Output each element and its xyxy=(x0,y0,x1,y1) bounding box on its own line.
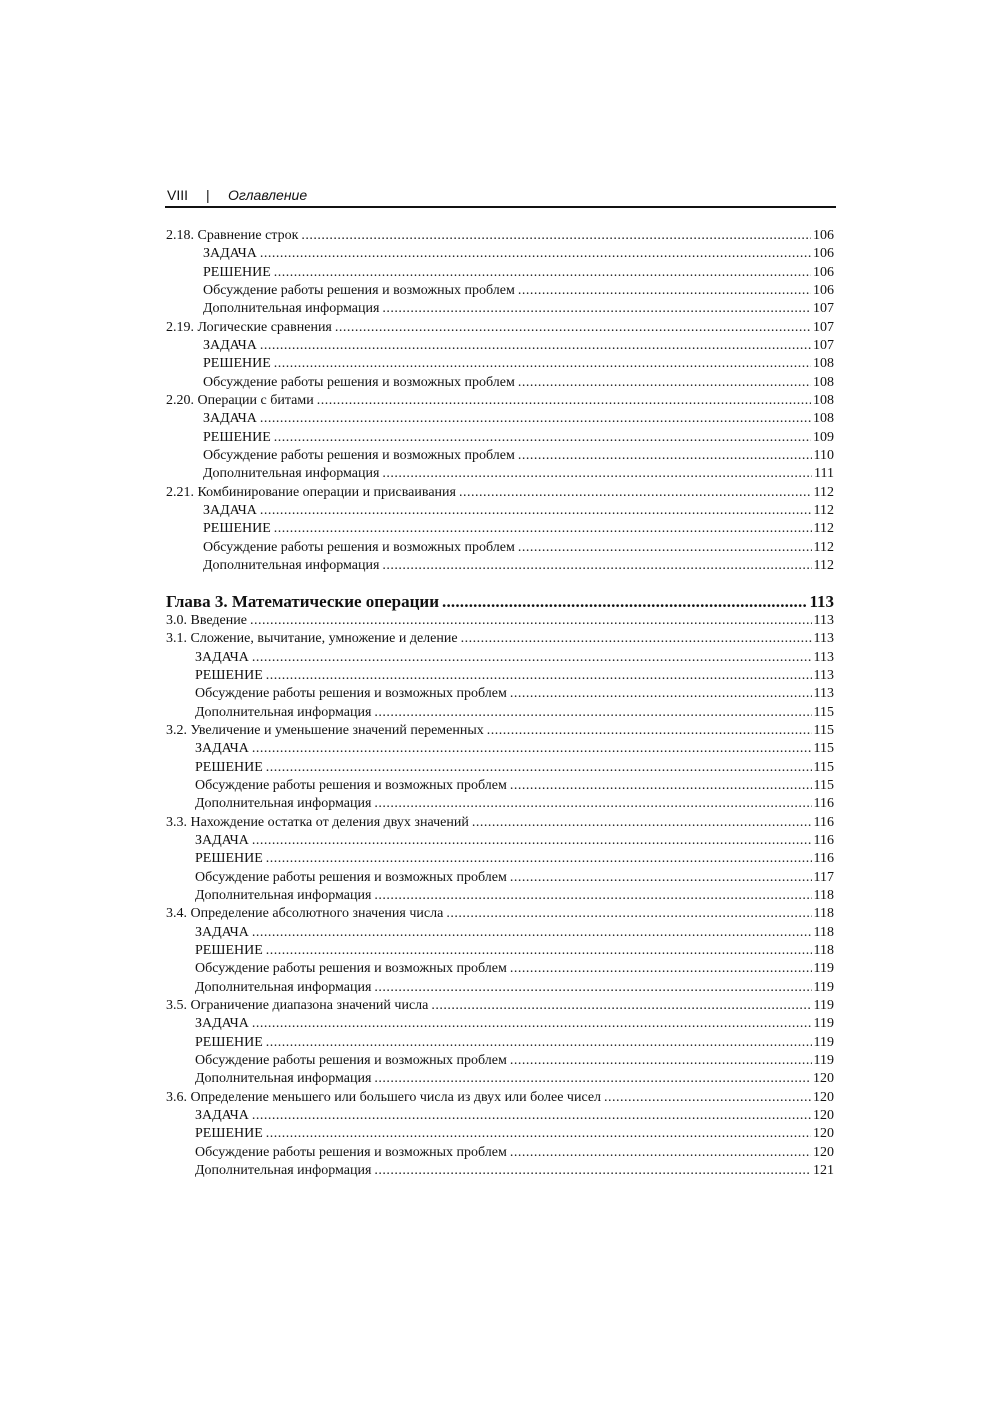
toc-entry-page: 109 xyxy=(813,429,834,445)
toc-entry xyxy=(166,924,834,942)
toc-entry xyxy=(166,869,834,887)
dot-leader xyxy=(301,227,811,245)
dot-leader xyxy=(266,759,812,777)
toc-entry-title: 3.1. Сложение, вычитание, умножение и деление xyxy=(166,631,458,647)
dot-leader xyxy=(510,1052,812,1070)
toc-entry-title: Обсуждение работы решения и возможных проблем xyxy=(195,961,507,977)
dot-leader xyxy=(252,832,812,850)
toc-entry xyxy=(166,410,834,428)
toc-entry-page: 107 xyxy=(813,337,834,353)
toc-entry-page: 106 xyxy=(813,246,834,262)
toc-entry xyxy=(166,1052,834,1070)
toc-entry-page: 107 xyxy=(813,319,834,335)
toc-entry-page: 121 xyxy=(813,1162,834,1178)
toc-entry xyxy=(166,759,834,777)
dot-leader xyxy=(446,905,811,923)
dot-leader xyxy=(274,429,811,447)
toc-entry xyxy=(166,484,834,502)
toc-entry xyxy=(166,997,834,1015)
toc-entry-title: 2.21. Комбинирование операции и присваивания xyxy=(166,484,456,500)
toc-entry-page: 108 xyxy=(813,374,834,390)
toc-entry xyxy=(166,704,834,722)
toc-entry-page: 119 xyxy=(813,1052,834,1068)
toc-entry-page: 115 xyxy=(813,704,834,720)
toc-entry xyxy=(166,319,834,337)
toc-entry xyxy=(166,227,834,245)
toc-entry-page: 106 xyxy=(813,264,834,280)
toc-entry-page: 118 xyxy=(813,887,834,903)
toc-entry-page: 108 xyxy=(813,356,834,372)
toc-entry-title: ЗАДАЧА xyxy=(203,337,257,353)
toc-entry xyxy=(166,355,834,373)
toc-entry xyxy=(166,612,834,630)
toc-entry-page: 118 xyxy=(813,924,834,940)
toc-entry-page: 108 xyxy=(813,392,834,408)
toc-entry-title: 2.19. Логические сравнения xyxy=(166,319,332,335)
dot-leader xyxy=(374,1162,811,1180)
toc-entry-title: Дополнительная информация xyxy=(203,466,380,482)
toc-entry xyxy=(166,1034,834,1052)
toc-entry-page: 119 xyxy=(813,1034,834,1050)
toc-entry xyxy=(166,905,834,923)
dot-leader xyxy=(260,410,811,428)
toc-entry-title: ЗАДАЧА xyxy=(195,1107,249,1123)
header-title: Оглавление xyxy=(228,187,308,203)
toc-entry-title: Обсуждение работы решения и возможных проблем xyxy=(195,686,507,702)
toc-entry xyxy=(166,942,834,960)
toc-entry-page: 112 xyxy=(813,521,834,537)
toc-entry xyxy=(166,887,834,905)
dot-leader xyxy=(274,520,812,538)
toc-entry-page: 113 xyxy=(813,613,834,628)
toc-entry-title: 3.2. Увеличение и уменьшение значений переменных xyxy=(166,722,484,738)
toc-entry-page: 118 xyxy=(813,942,834,958)
dot-leader xyxy=(252,649,812,667)
toc-entry-title: Обсуждение работы решения и возможных проблем xyxy=(203,374,515,390)
dot-leader xyxy=(431,997,811,1015)
toc-entry-title: Дополнительная информация xyxy=(195,796,372,812)
dot-leader xyxy=(266,850,812,868)
toc-entry-page: 106 xyxy=(813,228,834,243)
toc-entry-page: 111 xyxy=(814,466,834,482)
toc-entry-title: Глава 3. Математические операции xyxy=(166,592,439,611)
toc-entry-title: 3.4. Определение абсолютного значения числа xyxy=(166,906,444,922)
dot-leader xyxy=(266,942,812,960)
dot-leader xyxy=(252,1015,812,1033)
toc-entry xyxy=(166,832,834,850)
toc-entry xyxy=(166,502,834,520)
toc-entry-title: Дополнительная информация xyxy=(195,1071,372,1087)
dot-leader xyxy=(250,612,812,630)
toc-entry-title: ЗАДАЧА xyxy=(203,246,257,262)
dot-leader xyxy=(510,869,812,887)
dot-leader xyxy=(252,740,812,758)
toc-entry-title: Обсуждение работы решения и возможных проблем xyxy=(203,447,515,463)
toc-entry-page: 116 xyxy=(813,832,834,848)
dot-leader xyxy=(459,484,812,502)
toc-entry-title: РЕШЕНИЕ xyxy=(195,759,263,775)
dot-leader xyxy=(260,245,811,263)
toc-entry xyxy=(166,1070,834,1088)
toc-entry-title: 3.0. Введение xyxy=(166,613,247,628)
toc-entry-page: 120 xyxy=(813,1089,834,1105)
toc-entry-page: 108 xyxy=(813,411,834,427)
toc-entry-title: Дополнительная информация xyxy=(203,301,380,317)
dot-leader xyxy=(518,447,812,465)
toc-entry-title: Обсуждение работы решения и возможных проблем xyxy=(195,777,507,793)
toc-entry xyxy=(166,374,834,392)
toc-entry-page: 112 xyxy=(813,502,834,518)
toc-entry xyxy=(166,1015,834,1033)
toc-entry xyxy=(166,814,834,832)
toc-entry xyxy=(166,1125,834,1143)
toc-entry-page: 115 xyxy=(813,741,834,757)
header-page-number: VIII xyxy=(167,187,189,203)
dot-leader xyxy=(266,1125,811,1143)
toc-chapter-heading xyxy=(166,592,834,612)
toc-entry xyxy=(166,979,834,997)
toc-entry-title: Обсуждение работы решения и возможных проблем xyxy=(203,539,515,555)
toc-entry-title: Обсуждение работы решения и возможных проблем xyxy=(195,1052,507,1068)
dot-leader xyxy=(518,539,812,557)
toc-entry-title: 2.20. Операции с битами xyxy=(166,392,314,408)
dot-leader xyxy=(510,1144,811,1162)
dot-leader xyxy=(317,392,811,410)
toc-entry-page: 120 xyxy=(813,1126,834,1142)
toc-entry-page: 112 xyxy=(813,539,834,555)
toc-entry xyxy=(166,649,834,667)
toc-entry xyxy=(166,667,834,685)
dot-leader xyxy=(374,1070,811,1088)
toc-entry-title: Дополнительная информация xyxy=(195,1162,372,1178)
toc-entry xyxy=(166,850,834,868)
toc-entry-page: 119 xyxy=(813,1016,834,1032)
toc-entry xyxy=(166,465,834,483)
toc-entry xyxy=(166,1162,834,1180)
toc-entry-page: 119 xyxy=(813,979,834,995)
toc-entry-page: 113 xyxy=(813,667,834,683)
toc-entry xyxy=(166,245,834,263)
dot-leader xyxy=(604,1089,811,1107)
toc-entry-title: РЕШЕНИЕ xyxy=(195,667,263,683)
toc-entry-page: 113 xyxy=(813,686,834,702)
dot-leader xyxy=(382,300,811,318)
dot-leader xyxy=(252,924,812,942)
dot-leader xyxy=(274,355,811,373)
toc-entry-page: 119 xyxy=(813,997,834,1013)
toc-entry-page: 118 xyxy=(813,906,834,922)
toc-entry xyxy=(166,630,834,648)
dot-leader xyxy=(472,814,812,832)
toc-entry xyxy=(166,264,834,282)
dot-leader xyxy=(461,630,812,648)
toc-entry xyxy=(166,795,834,813)
toc-entry xyxy=(166,685,834,703)
toc-entry xyxy=(166,337,834,355)
toc-entry-page: 115 xyxy=(813,759,834,775)
toc-entry-title: ЗАДАЧА xyxy=(195,1016,249,1032)
dot-leader xyxy=(266,667,812,685)
toc-entry-page: 120 xyxy=(813,1071,834,1087)
dot-leader xyxy=(374,795,811,813)
dot-leader xyxy=(510,777,812,795)
toc-entry-title: Обсуждение работы решения и возможных проблем xyxy=(203,282,515,298)
dot-leader xyxy=(382,557,811,575)
toc-entry-title: РЕШЕНИЕ xyxy=(195,942,263,958)
dot-leader xyxy=(518,282,811,300)
toc-entry-page: 110 xyxy=(813,447,834,463)
toc-entry-title: ЗАДАЧА xyxy=(195,649,249,665)
toc-entry-title: 3.5. Ограничение диапазона значений числа xyxy=(166,997,429,1013)
toc-entry-title: ЗАДАЧА xyxy=(195,832,249,848)
toc-entry xyxy=(166,392,834,410)
toc-entry-page: 115 xyxy=(813,722,834,738)
running-header xyxy=(165,187,835,207)
toc-entry-title: Обсуждение работы решения и возможных проблем xyxy=(195,869,507,885)
dot-leader xyxy=(335,319,811,337)
toc-entry-title: ЗАДАЧА xyxy=(195,741,249,757)
dot-leader xyxy=(260,337,811,355)
toc-entry xyxy=(166,777,834,795)
toc-entry xyxy=(166,300,834,318)
toc-entry xyxy=(166,740,834,758)
dot-leader xyxy=(374,979,811,997)
toc-entry-page: 120 xyxy=(813,1144,834,1160)
header-rule xyxy=(165,206,836,208)
toc-entry-title: ЗАДАЧА xyxy=(203,411,257,427)
dot-leader xyxy=(252,1107,811,1125)
toc-entry-title: Дополнительная информация xyxy=(195,979,372,995)
toc-entry-page: 113 xyxy=(813,631,834,647)
toc-entry-page: 117 xyxy=(813,869,834,885)
toc-entry-title: Дополнительная информация xyxy=(203,557,380,573)
toc-entry-title: РЕШЕНИЕ xyxy=(195,1034,263,1050)
toc-entry-page: 116 xyxy=(813,814,834,830)
toc-entry-title: РЕШЕНИЕ xyxy=(203,429,271,445)
toc-section-chapter-2 xyxy=(166,227,834,575)
toc-entry-title: РЕШЕНИЕ xyxy=(195,851,263,867)
header-separator: | xyxy=(206,187,210,203)
toc-entry xyxy=(166,960,834,978)
toc-entry-page: 120 xyxy=(813,1107,834,1123)
toc-entry-title: РЕШЕНИЕ xyxy=(203,521,271,537)
toc-entry-title: ЗАДАЧА xyxy=(195,924,249,940)
toc-entry-page: 116 xyxy=(813,796,834,812)
toc-entry-title: 3.6. Определение меньшего или большего числа из двух или более чисел xyxy=(166,1089,602,1105)
toc-entry-title: ЗАДАЧА xyxy=(203,502,257,518)
toc-entry-page: 116 xyxy=(813,851,834,867)
toc-entry xyxy=(166,520,834,538)
toc-entry xyxy=(166,1089,834,1107)
toc-entry-page: 112 xyxy=(813,557,834,573)
dot-leader xyxy=(374,704,811,722)
toc-entry-page: 113 xyxy=(813,649,834,665)
toc-entry-page: 112 xyxy=(813,484,834,500)
toc-entry xyxy=(166,282,834,300)
toc-entry xyxy=(166,722,834,740)
toc-entry xyxy=(166,557,834,575)
dot-leader xyxy=(260,502,812,520)
toc-entry-title: 3.3. Нахождение остатка от деления двух значений xyxy=(166,814,469,830)
toc-entry-page: 119 xyxy=(813,961,834,977)
toc-entry xyxy=(166,539,834,557)
dot-leader xyxy=(510,685,812,703)
toc-entry xyxy=(166,1144,834,1162)
toc-entry xyxy=(166,447,834,465)
toc-entry-page: 113 xyxy=(809,592,834,611)
toc-section-chapter-3 xyxy=(166,592,834,1180)
dot-leader xyxy=(510,960,812,978)
toc-entry-title: 2.18. Сравнение строк xyxy=(166,228,299,243)
toc-entry-title: РЕШЕНИЕ xyxy=(195,1126,263,1142)
dot-leader xyxy=(374,887,811,905)
dot-leader xyxy=(382,465,812,483)
toc-entry-page: 115 xyxy=(813,777,834,793)
toc-entry-title: Обсуждение работы решения и возможных проблем xyxy=(195,1144,507,1160)
toc-entry-title: Дополнительная информация xyxy=(195,887,372,903)
toc-entry xyxy=(166,429,834,447)
toc-entry-title: Дополнительная информация xyxy=(195,704,372,720)
toc-entry-page: 106 xyxy=(813,282,834,298)
toc-entry xyxy=(166,1107,834,1125)
dot-leader xyxy=(266,1034,812,1052)
toc-entry-page: 107 xyxy=(813,301,834,317)
dot-leader xyxy=(518,374,811,392)
dot-leader xyxy=(487,722,812,740)
toc-entry-title: РЕШЕНИЕ xyxy=(203,264,271,280)
dot-leader xyxy=(274,264,811,282)
toc-entry-title: РЕШЕНИЕ xyxy=(203,356,271,372)
dot-leader xyxy=(442,592,807,612)
